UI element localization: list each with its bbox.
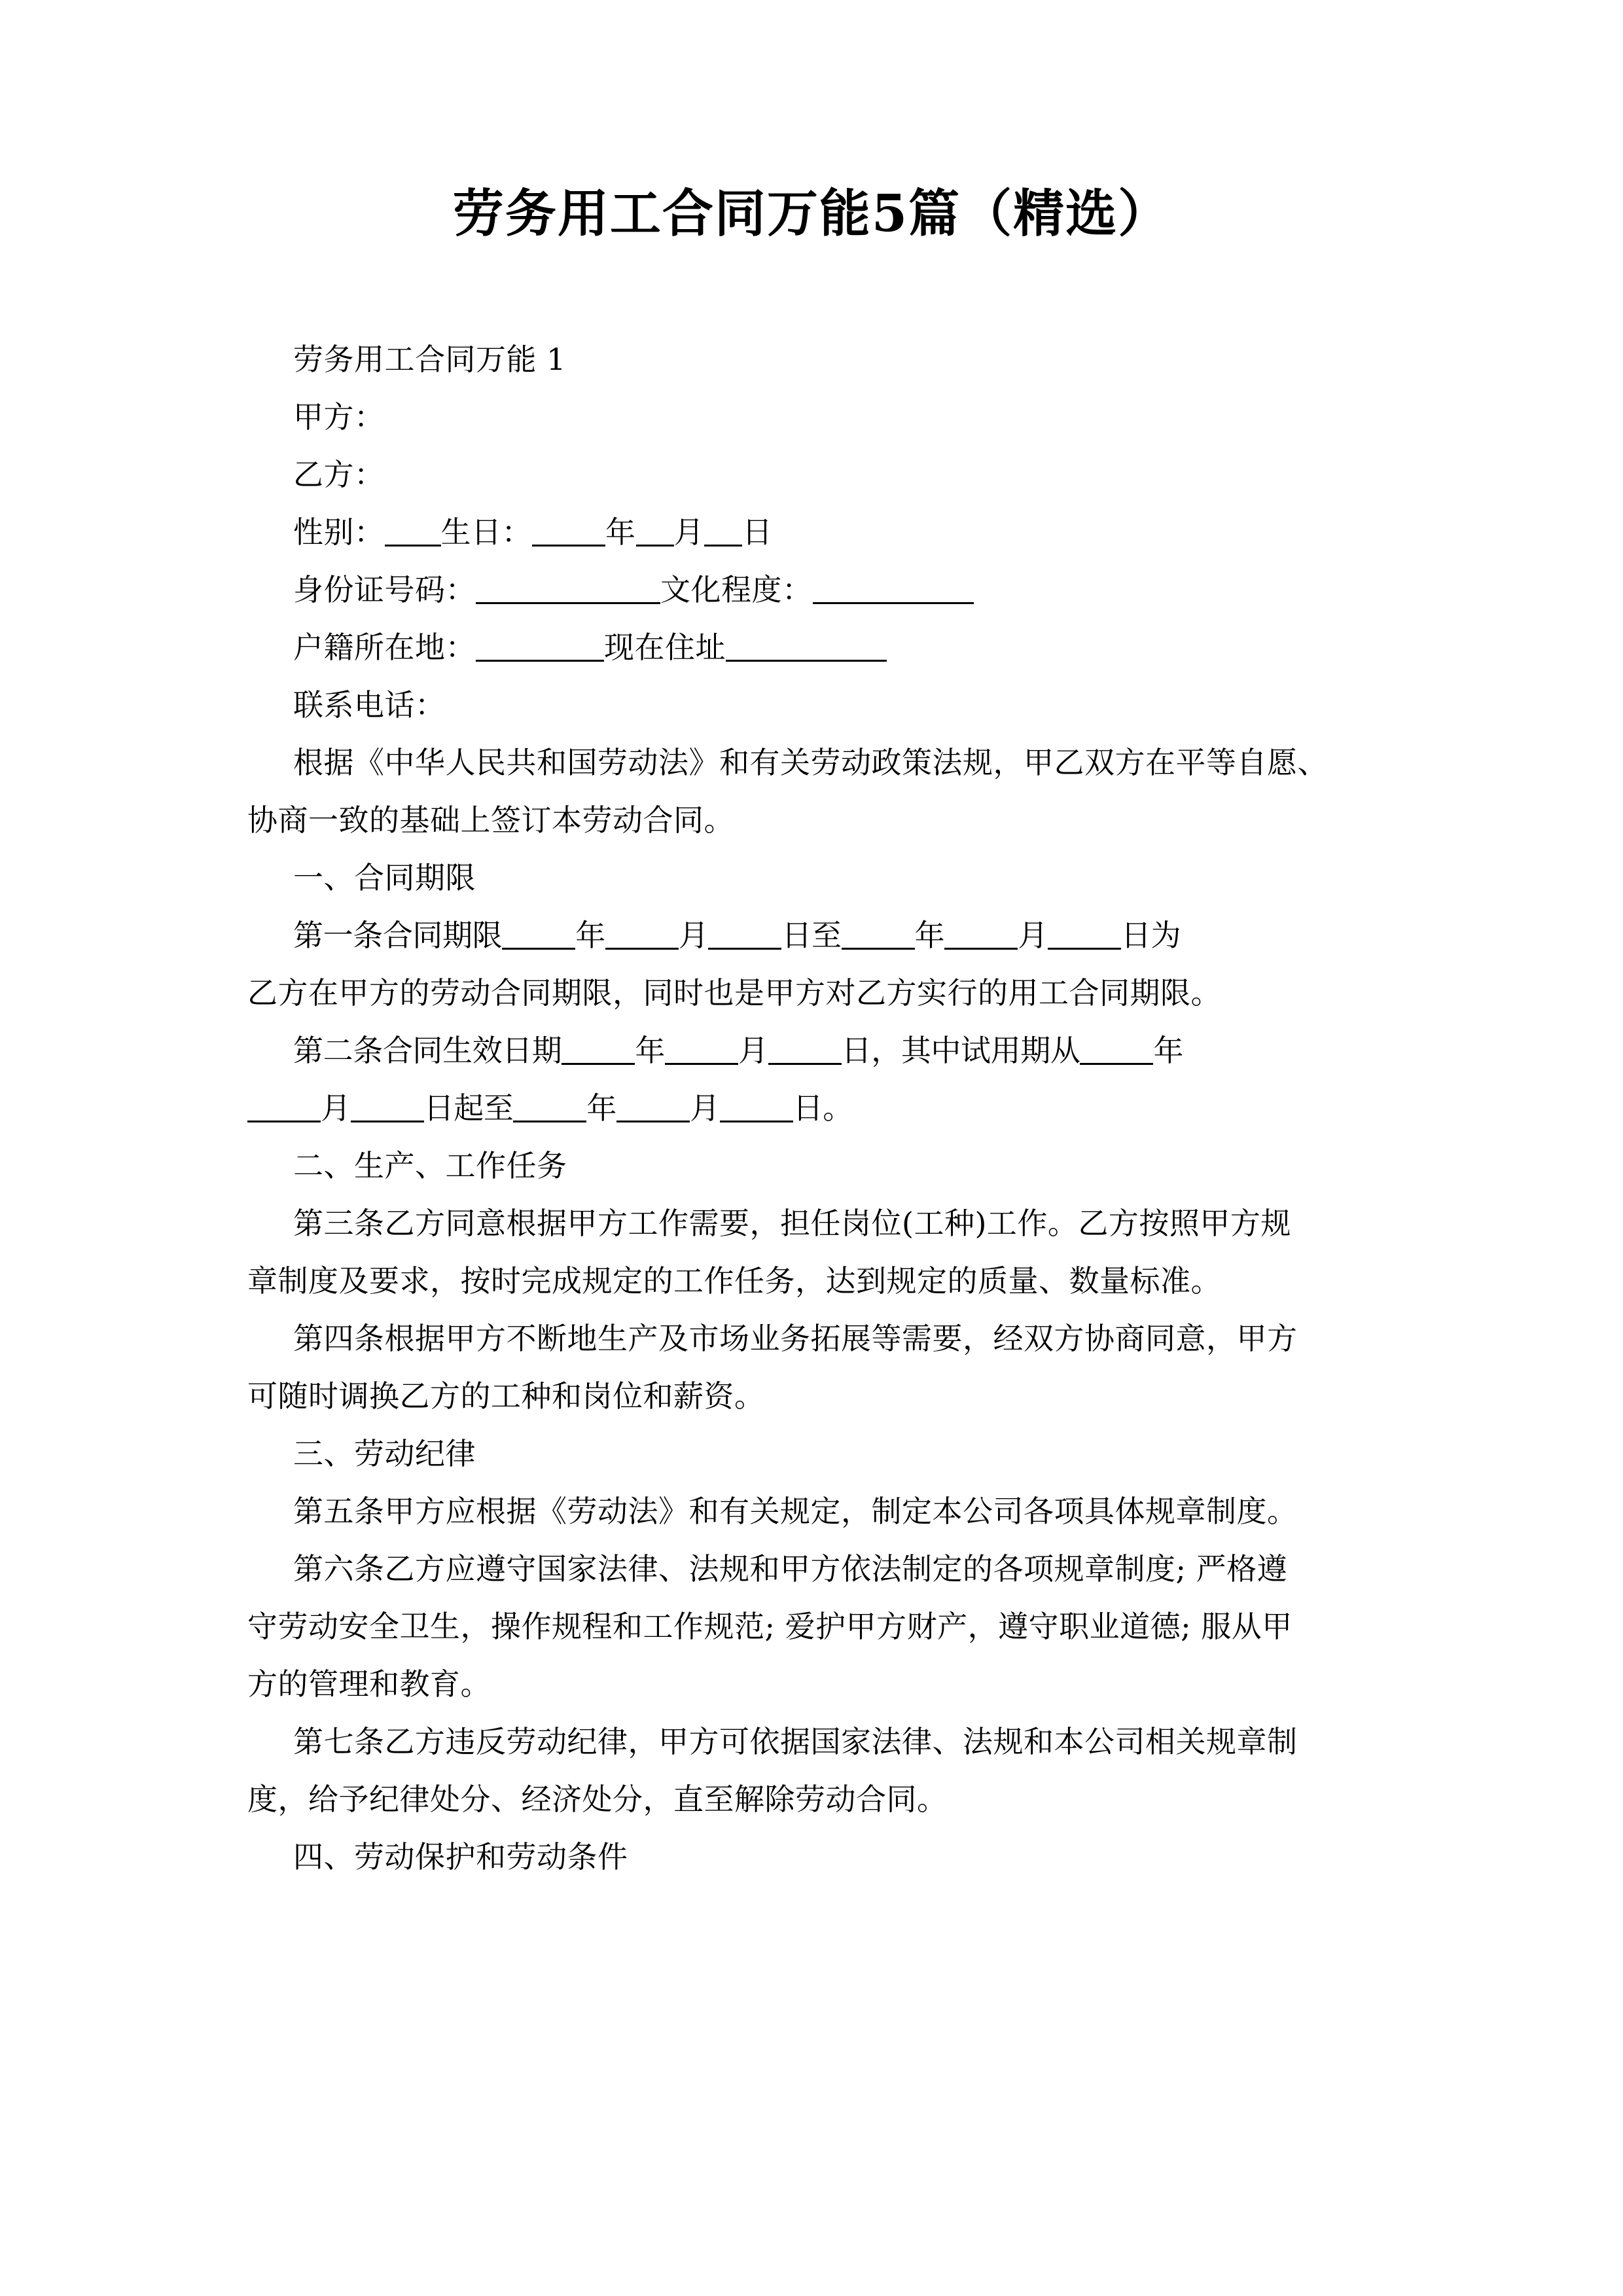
c1-end-day-blank[interactable] xyxy=(1048,920,1121,950)
c2-end-day-blank[interactable] xyxy=(720,1093,793,1122)
c1-end-year-blank[interactable] xyxy=(842,920,915,950)
household-label: 户籍所在地： xyxy=(293,630,476,665)
clause-3-line-2: 章制度及要求，按时完成规定的工作任务，达到规定的质量、数量标准。 xyxy=(247,1263,1221,1299)
c1-end-year-unit: 年 xyxy=(914,918,945,953)
section-heading-4 xyxy=(247,1828,1376,1886)
c2-trial-year-unit: 年 xyxy=(1153,1033,1184,1068)
clause-1-head: 第一条合同期限 xyxy=(293,918,503,953)
c2-trial-month-unit: 月 xyxy=(321,1090,351,1126)
section-3-number: 三、 xyxy=(293,1436,354,1471)
section-heading-1 xyxy=(247,849,1376,906)
section-heading-2 xyxy=(247,1137,1376,1194)
clause-6-line-3: 方的管理和教育。 xyxy=(247,1666,491,1702)
c1-end-month-unit: 月 xyxy=(1018,918,1048,953)
id-number-label: 身份证号码： xyxy=(293,572,476,607)
c1-start-day-blank[interactable] xyxy=(708,920,781,950)
current-address-label: 现在住址 xyxy=(604,630,726,665)
c2-trial-year-blank[interactable] xyxy=(1080,1035,1153,1065)
c1-start-month-unit: 月 xyxy=(678,918,709,953)
field-gender-birthday xyxy=(247,503,1376,561)
clause-6-line-1: 第六条乙方应遵守国家法律、法规和甲方依法制定的各项规章制度; 严格遵 xyxy=(293,1551,1288,1587)
c2-year-blank[interactable] xyxy=(562,1035,635,1065)
clause-2-head: 第二条合同生效日期 xyxy=(293,1033,562,1068)
clause-4-line-1: 第四条根据甲方不断地生产及市场业务拓展等需要，经双方协商同意，甲方 xyxy=(293,1321,1298,1356)
gender-blank[interactable] xyxy=(385,517,441,547)
section-4-number: 四、 xyxy=(293,1839,354,1874)
field-phone xyxy=(247,676,1376,734)
birth-day-blank[interactable] xyxy=(704,517,742,547)
clause-4-line-2: 可随时调换乙方的工种和岗位和薪资。 xyxy=(247,1378,765,1414)
c1-start-year-blank[interactable] xyxy=(502,920,575,950)
c2-end-text: 日。 xyxy=(793,1090,853,1126)
c1-to-text: 至 xyxy=(812,918,842,953)
clause-1-line-2: 乙方在甲方的劳动合同期限，同时也是甲方对乙方实行的用工合同期限。 xyxy=(247,975,1221,1011)
section-2-number: 二、 xyxy=(293,1148,354,1183)
birth-month-blank[interactable] xyxy=(636,517,674,547)
clause-6-line-2: 守劳动安全卫生，操作规程和工作规范; 爱护甲方财产，遵守职业道德; 服从甲 xyxy=(247,1609,1293,1644)
field-party-a xyxy=(247,388,1376,446)
id-number-blank[interactable] xyxy=(476,575,660,604)
c2-day-blank[interactable] xyxy=(768,1035,842,1065)
c2-day-unit: 日 xyxy=(841,1033,872,1068)
education-blank[interactable] xyxy=(813,575,974,604)
c2-month-blank[interactable] xyxy=(665,1035,738,1065)
c2-end-month-blank[interactable] xyxy=(616,1093,690,1122)
c1-start-month-blank[interactable] xyxy=(605,920,679,950)
phone-label: 联系电话： xyxy=(293,687,446,723)
page-title: 劳务用工合同万能5篇（精选） xyxy=(452,184,1171,243)
c2-trial-month-blank[interactable] xyxy=(247,1093,321,1122)
party-b-label: 乙方： xyxy=(293,457,385,492)
clause-2-line-1 xyxy=(247,1022,1376,1079)
c1-start-year-unit: 年 xyxy=(575,918,605,953)
clause-7-line-2: 度，给予纪律处分、经济处分，直至解除劳动合同。 xyxy=(247,1782,948,1817)
c1-start-day-unit: 日 xyxy=(781,918,812,953)
current-address-blank[interactable] xyxy=(726,632,887,662)
c2-from-to: 日起至 xyxy=(423,1090,514,1126)
document-body xyxy=(247,331,1376,1886)
c1-tail: 日为 xyxy=(1120,918,1181,953)
birth-month-unit: 月 xyxy=(673,514,704,550)
birth-day-unit: 日 xyxy=(742,514,773,550)
preamble-line-1: 根据《中华人民共和国劳动法》和有关劳动政策法规，甲乙双方在平等自愿、 xyxy=(293,745,1328,780)
c2-trial-day-blank[interactable] xyxy=(351,1093,424,1122)
c2-year-unit: 年 xyxy=(635,1033,666,1068)
education-label: 文化程度： xyxy=(660,572,813,607)
document-subheading xyxy=(247,331,1376,388)
party-a-label: 甲方： xyxy=(293,399,385,435)
section-4-title: 劳动保护和劳动条件 xyxy=(354,1839,628,1874)
clause-2-mid: ，其中试用期从 xyxy=(871,1033,1080,1068)
field-household-address xyxy=(247,619,1376,676)
clause-1-line-1 xyxy=(247,906,1376,964)
c2-end-year-blank[interactable] xyxy=(513,1093,586,1122)
c2-end-year-unit: 年 xyxy=(586,1090,617,1126)
household-blank[interactable] xyxy=(476,632,604,662)
birth-year-blank[interactable] xyxy=(532,517,605,547)
preamble-line-2: 协商一致的基础上签订本劳动合同。 xyxy=(247,802,734,838)
subheading-text: 劳务用工合同万能 1 xyxy=(293,342,566,377)
clause-7-line-1: 第七条乙方违反劳动纪律，甲方可依据国家法律、法规和本公司相关规章制 xyxy=(293,1724,1298,1759)
c2-month-unit: 月 xyxy=(738,1033,768,1068)
field-id-education xyxy=(247,561,1376,619)
section-3-title: 劳动纪律 xyxy=(354,1436,476,1471)
clause-2-line-2 xyxy=(247,1079,1376,1137)
gender-label: 性别： xyxy=(293,514,385,550)
clause-5-line-1: 第五条甲方应根据《劳动法》和有关规定，制定本公司各项具体规章制度。 xyxy=(293,1494,1298,1529)
section-1-number: 一、 xyxy=(293,860,354,895)
section-heading-3 xyxy=(247,1425,1376,1482)
section-2-title: 生产、工作任务 xyxy=(354,1148,567,1183)
clause-3-line-1: 第三条乙方同意根据甲方工作需要，担任岗位(工种)工作。乙方按照甲方规 xyxy=(293,1206,1291,1241)
birthday-label: 生日： xyxy=(440,514,532,550)
c1-end-month-blank[interactable] xyxy=(944,920,1018,950)
section-1-title: 合同期限 xyxy=(354,860,476,895)
c2-end-month-unit: 月 xyxy=(690,1090,720,1126)
birth-year-unit: 年 xyxy=(605,514,636,550)
field-party-b xyxy=(247,446,1376,503)
